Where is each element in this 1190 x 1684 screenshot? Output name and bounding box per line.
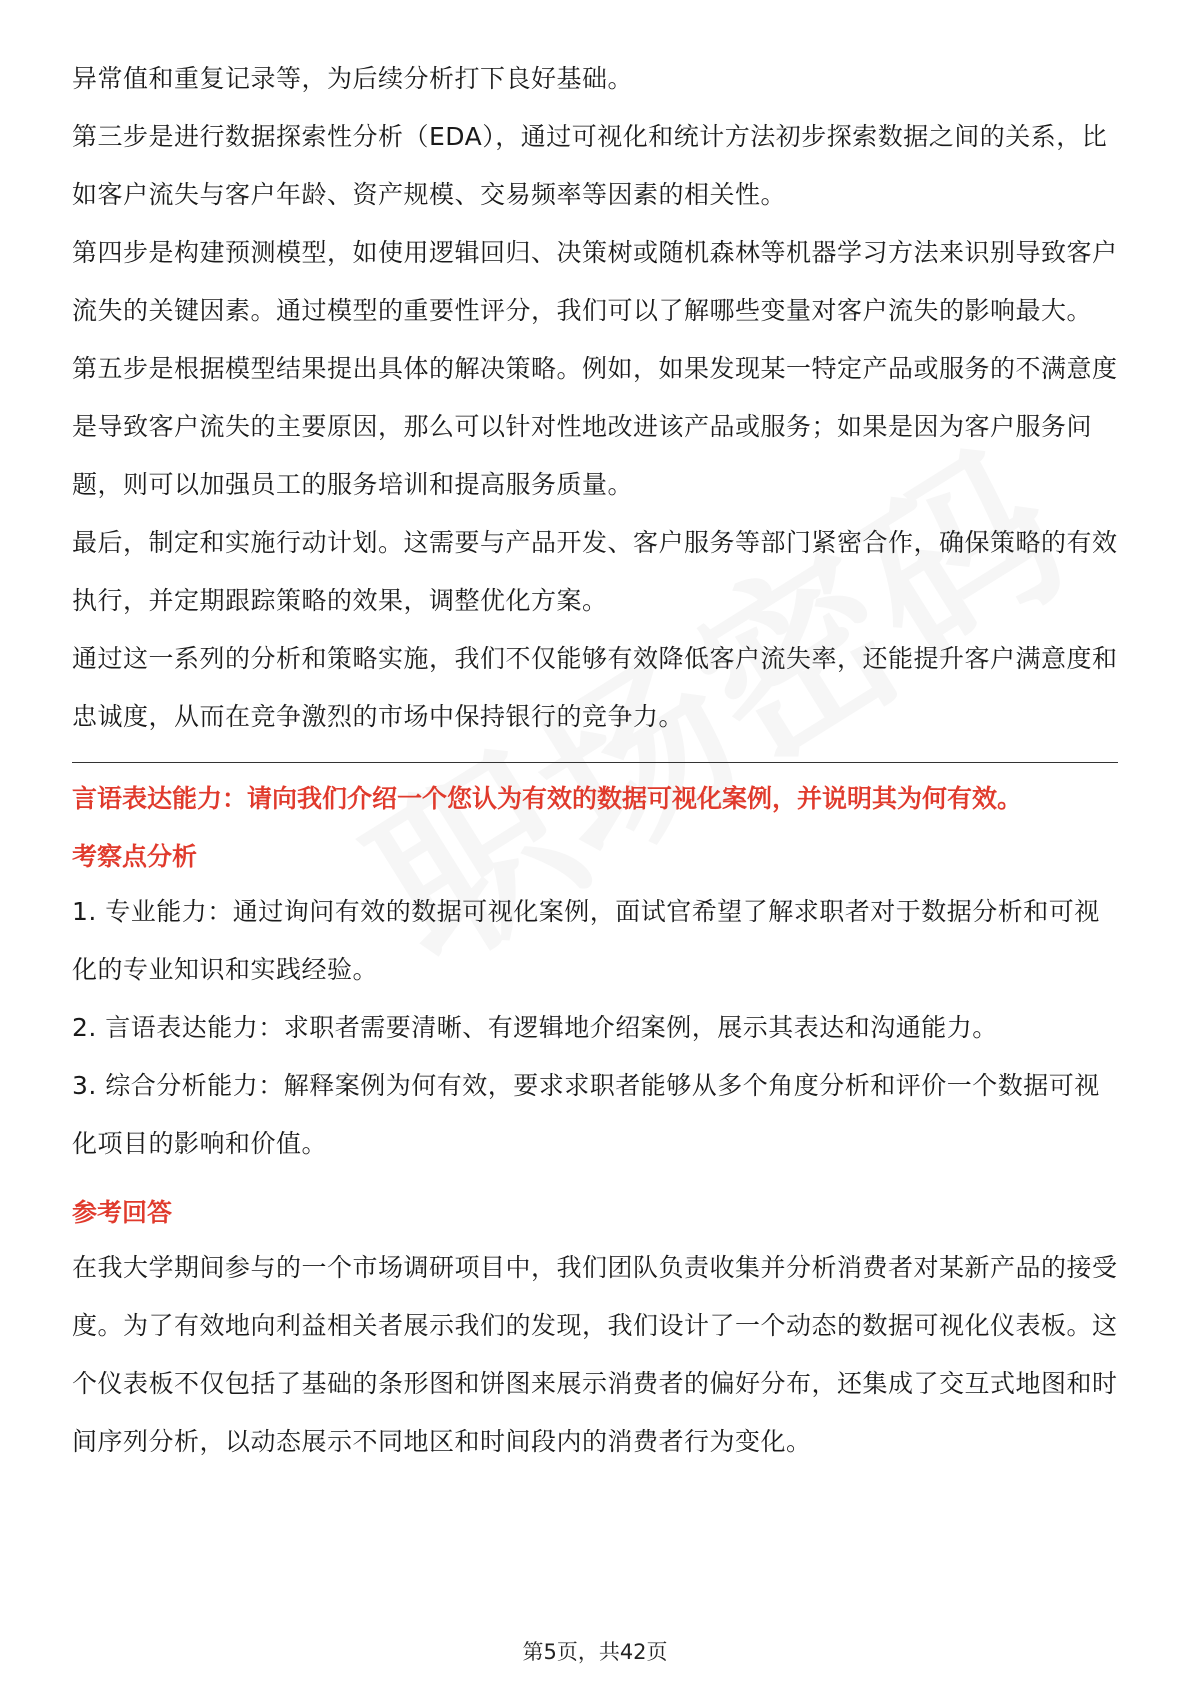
spacer <box>72 1173 1118 1187</box>
page-footer: 第5页，共42页 <box>522 1640 668 1664</box>
answer-title: 参考回答 <box>72 1198 173 1227</box>
intro-paragraph-3: 第四步是构建预测模型，如使用逻辑回归、决策树或随机森林等机器学习方法来识别导致客户流失的关键因素。通过模型的重要性评分，我们可以了解哪些变量对客户流失的影响最大。 <box>72 238 1118 325</box>
intro-paragraph-1: 异常值和重复记录等，为后续分析打下良好基础。 <box>72 64 634 93</box>
intro-paragraph-4: 第五步是根据模型结果提出具体的解决策略。例如，如果发现某一特定产品或服务的不满意度是导致客户流失的主要原因，那么可以针对性地改进该产品或服务；如果是因为客户服务问题，则可以加强员工的服务培训和提高服务质量。 <box>72 354 1118 499</box>
question-heading: 言语表达能力：请向我们介绍一个您认为有效的数据可视化案例，并说明其为何有效。 <box>72 784 1023 813</box>
analysis-item-3: 3. 综合分析能力：解释案例为何有效，要求求职者能够从多个角度分析和评价一个数据可视化项目的影响和价值。 <box>72 1071 1100 1158</box>
page-content <box>72 50 1118 1471</box>
intro-paragraph-6: 通过这一系列的分析和策略实施，我们不仅能够有效降低客户流失率，还能提升客户满意度和忠诚度，从而在竞争激烈的市场中保持银行的竞争力。 <box>72 644 1118 731</box>
answer-text: 在我大学期间参与的一个市场调研项目中，我们团队负责收集并分析消费者对某新产品的接受度。为了有效地向利益相关者展示我们的发现，我们设计了一个动态的数据可视化仪表板。这个仪表板不仅包括了基础的条形图和饼图来展示消费者的偏好分布，还集成了交互式地图和时间序列分析，以动态展示不同地区和时间段内的消费者行为变化。 <box>72 1253 1118 1456</box>
analysis-item-1: 1. 专业能力：通过询问有效的数据可视化案例，面试官希望了解求职者对于数据分析和可视化的专业知识和实践经验。 <box>72 897 1100 984</box>
analysis-title: 考察点分析 <box>72 842 198 871</box>
intro-paragraph-2: 第三步是进行数据探索性分析（EDA），通过可视化和统计方法初步探索数据之间的关系，比如客户流失与客户年龄、资产规模、交易频率等因素的相关性。 <box>72 122 1108 209</box>
analysis-item-2: 2. 言语表达能力：求职者需要清晰、有逻辑地介绍案例，展示其表达和沟通能力。 <box>72 1013 998 1042</box>
intro-paragraph-5: 最后，制定和实施行动计划。这需要与产品开发、客户服务等部门紧密合作，确保策略的有效执行，并定期跟踪策略的效果，调整优化方案。 <box>72 528 1118 615</box>
section-divider <box>72 762 1118 763</box>
